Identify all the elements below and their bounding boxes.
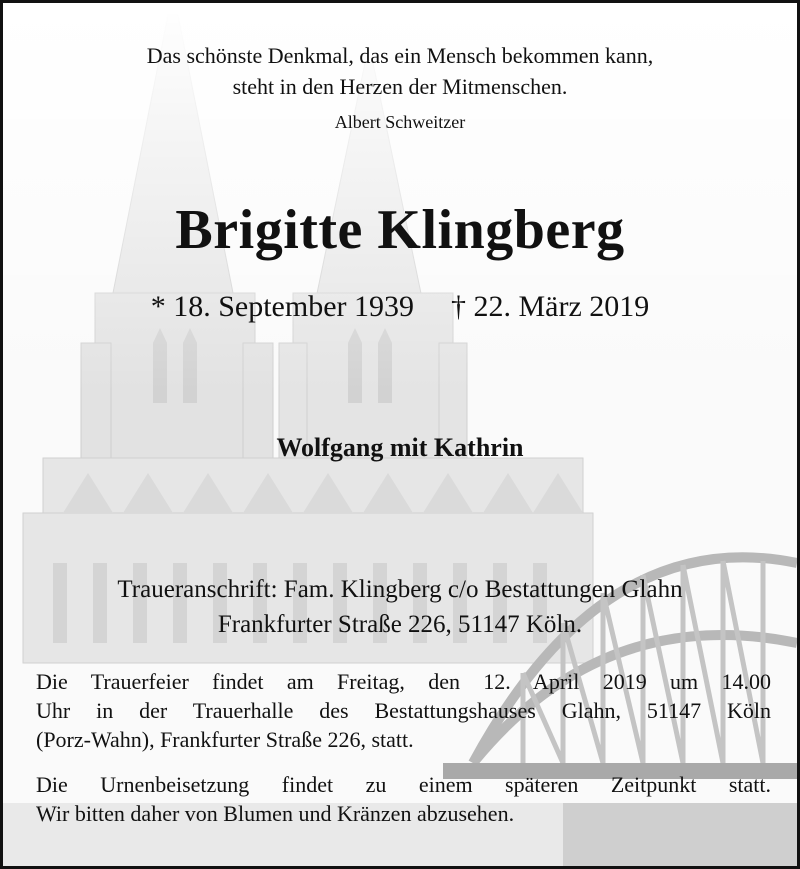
service-line-1: Die Trauerfeier findet am Freitag, den 12. April 2019 um 14.00 bbox=[36, 669, 771, 694]
mourning-address-line-2: Frankfurter Straße 226, 51147 Köln. bbox=[217, 611, 583, 638]
life-dates bbox=[3, 287, 797, 327]
deceased-name: Brigitte Klingberg bbox=[175, 199, 625, 261]
birth-symbol: * bbox=[150, 290, 166, 323]
mourners: Wolfgang mit Kathrin bbox=[276, 433, 524, 462]
burial-paragraph bbox=[36, 770, 771, 828]
quote-author: Albert Schweitzer bbox=[334, 112, 466, 132]
death-date: 22. März 2019 bbox=[473, 290, 650, 323]
birth-date: 18. September 1939 bbox=[173, 290, 414, 323]
service-line-2: Uhr in der Trauerhalle des Bestattungshauses Glahn, 51147 Köln bbox=[36, 698, 771, 723]
burial-line-2: Wir bitten daher von Blumen und Kränzen abzusehen. bbox=[36, 801, 515, 826]
mourning-address-line-1: Traueranschrift: Fam. Klingberg c/o Bestattungen Glahn bbox=[117, 576, 683, 603]
burial-line-1: Die Urnenbeisetzung findet zu einem späteren Zeitpunkt statt. bbox=[36, 772, 771, 797]
quote-line-2: steht in den Herzen der Mitmenschen. bbox=[232, 74, 568, 99]
quote-line-1: Das schönste Denkmal, das ein Mensch bekommen kann, bbox=[146, 43, 654, 68]
funeral-service-paragraph bbox=[36, 667, 771, 754]
death-cross-symbol: † bbox=[451, 290, 466, 323]
service-line-3: (Porz-Wahn), Frankfurter Straße 226, statt. bbox=[36, 727, 414, 752]
